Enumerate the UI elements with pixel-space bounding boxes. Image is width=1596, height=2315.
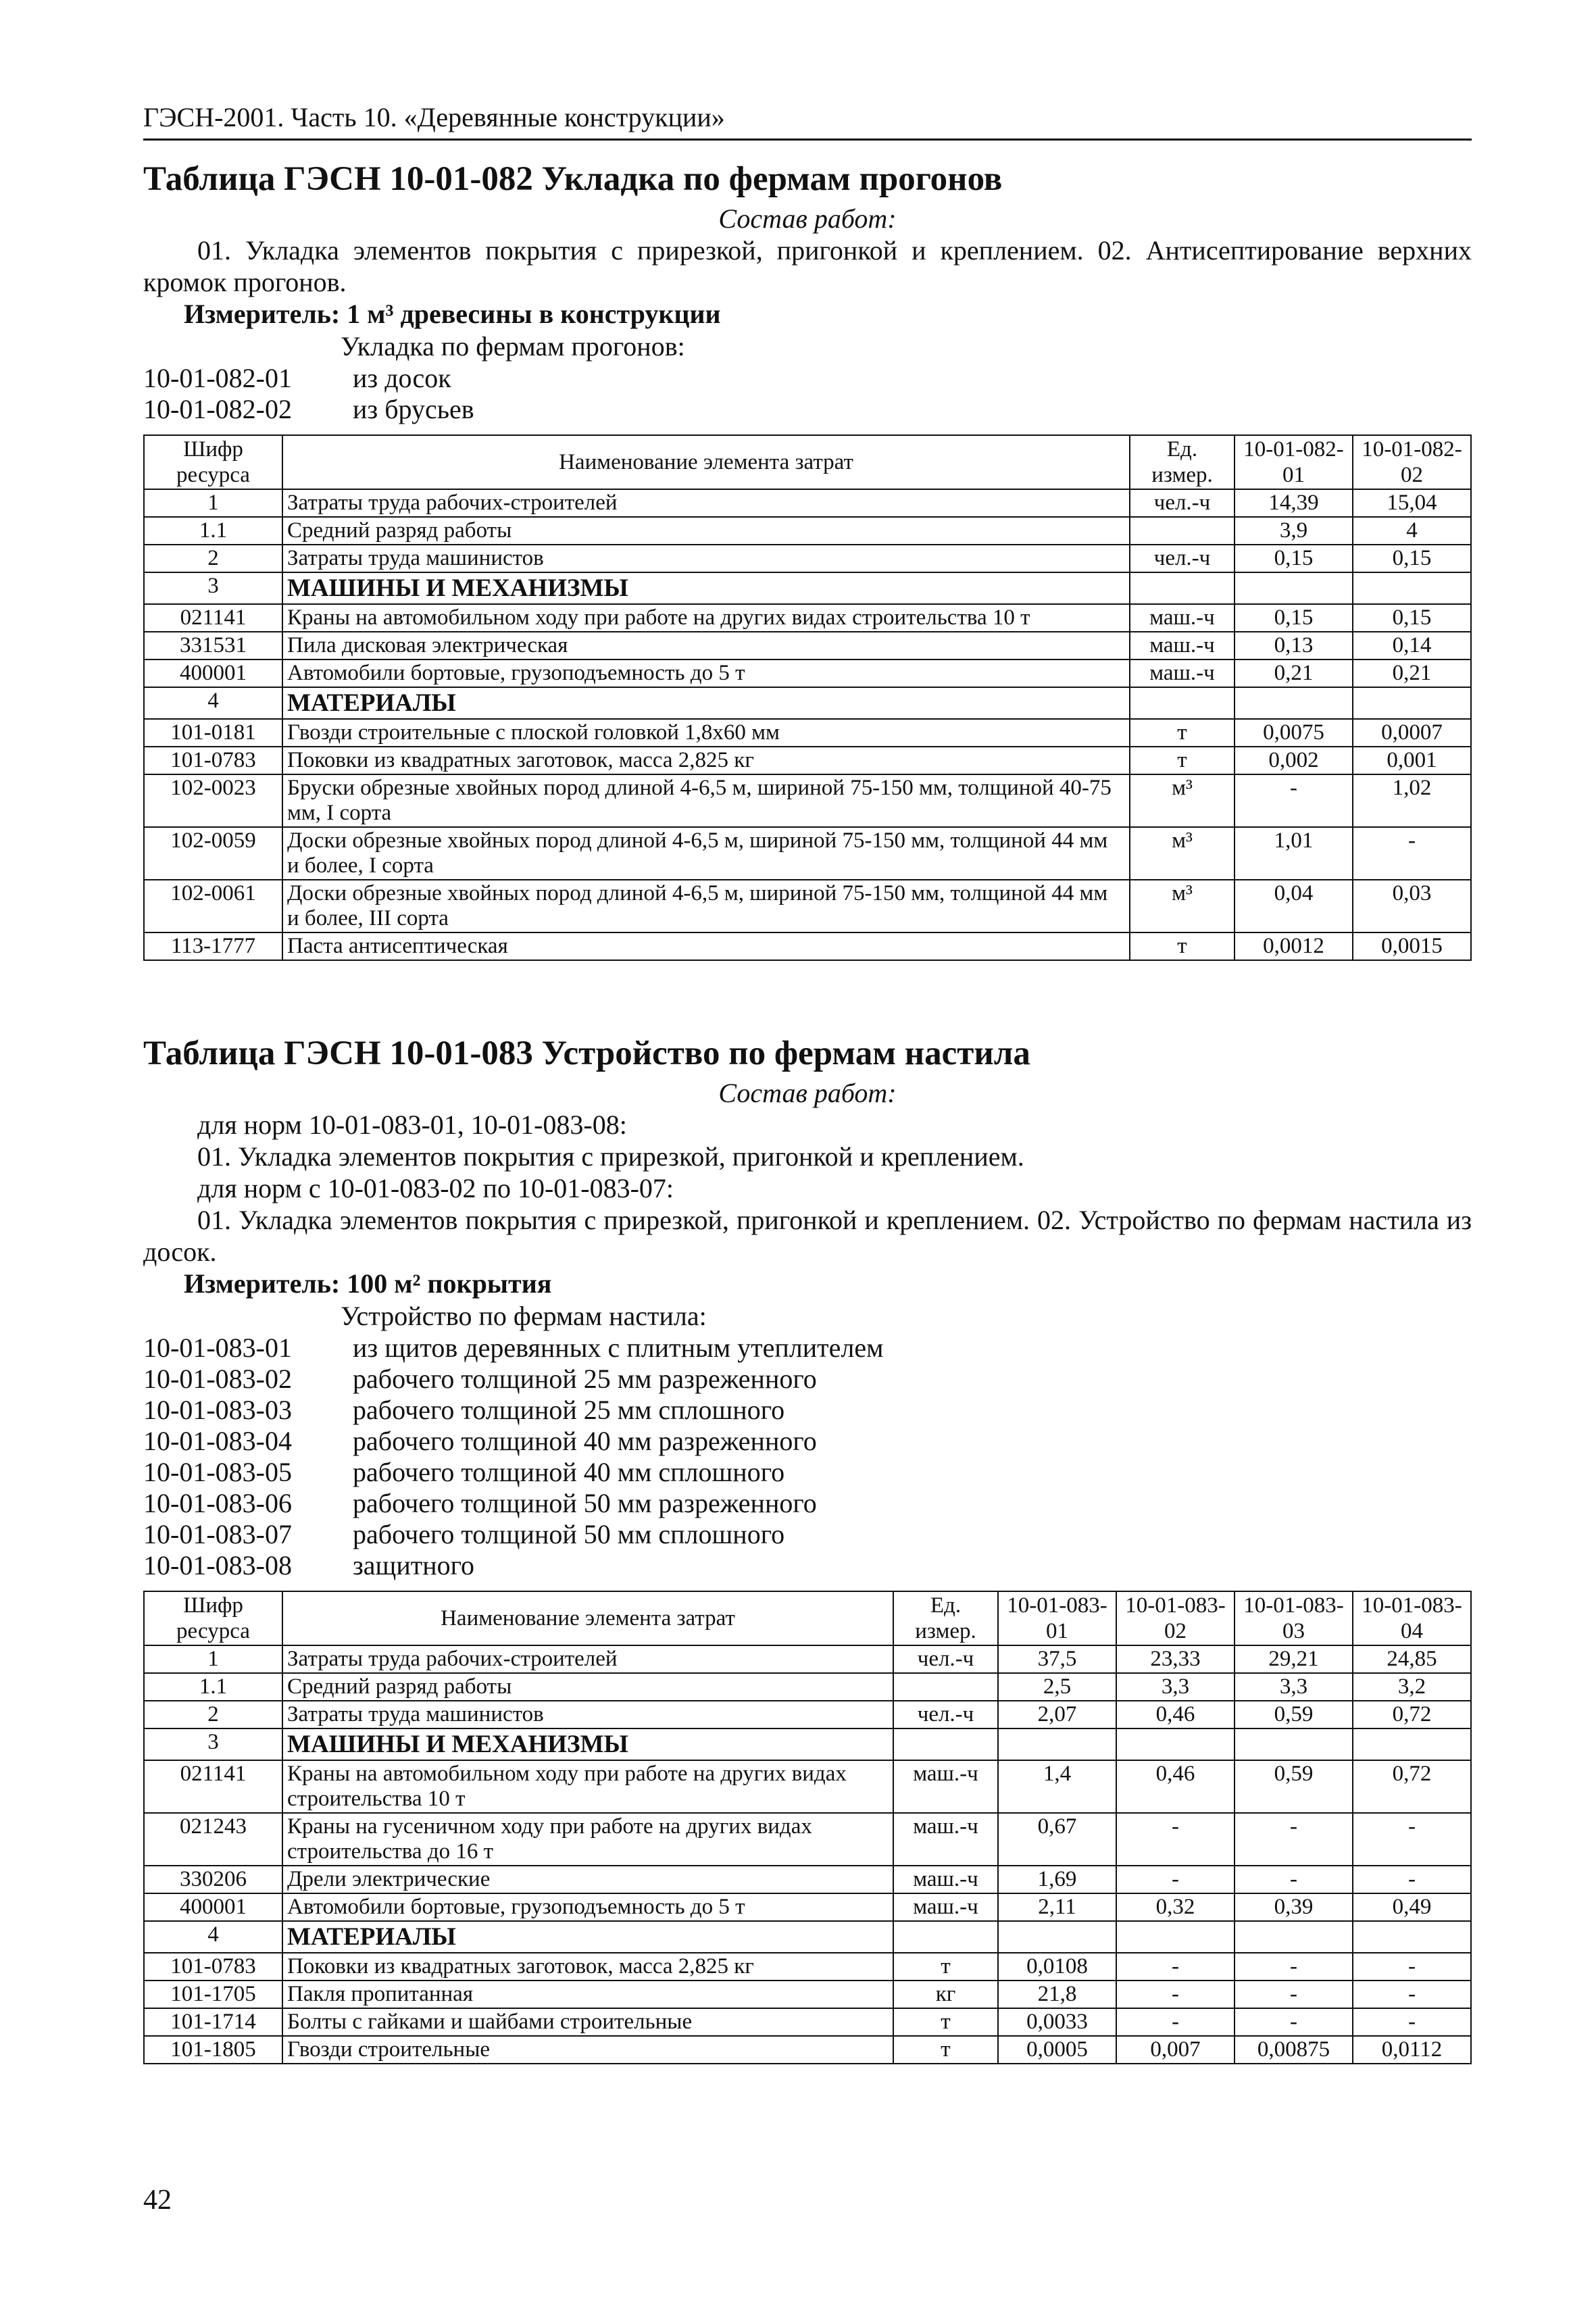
table-row — [144, 687, 1471, 719]
cell-v1: 0,15 — [1235, 604, 1353, 632]
table-row — [144, 1701, 1471, 1728]
cell-code: 101-0783 — [144, 1953, 282, 1981]
cell-v4: 0,72 — [1353, 1701, 1471, 1728]
variant-row — [143, 394, 1472, 425]
cell-v2: 4 — [1353, 517, 1471, 545]
col-value3-header: 10-01-083-03 — [1235, 1591, 1353, 1645]
cell-name: Паста антисептическая — [282, 932, 1130, 960]
page-number: 42 — [143, 2185, 172, 2216]
cell-unit: т — [1130, 747, 1235, 774]
cell-v2: - — [1353, 827, 1471, 880]
cell-v1: 2,11 — [998, 1893, 1116, 1921]
document-page — [143, 101, 1472, 2064]
table-row — [144, 2008, 1471, 2036]
cell-v1: 1,69 — [998, 1866, 1116, 1893]
cell-v3: - — [1235, 1813, 1353, 1866]
table-row — [144, 572, 1471, 604]
table1-measure: Измеритель: 1 м³ древесины в конструкции — [184, 299, 721, 329]
table2-subhead: Устройство по фермам настила: — [341, 1301, 707, 1331]
cell-v1: 0,0012 — [1235, 932, 1353, 960]
table1-header-row — [144, 435, 1471, 489]
cell-v4: 0,0112 — [1353, 2036, 1471, 2064]
table-row — [144, 2036, 1471, 2064]
cell-code: 113-1777 — [144, 932, 282, 960]
cell-v4: 24,85 — [1353, 1645, 1471, 1673]
table2-title: Таблица ГЭСН 10-01-083 Устройство по фермам настила — [143, 1035, 1030, 1072]
variant-name: рабочего толщиной 50 мм разреженного — [353, 1488, 817, 1518]
cell-v1: 0,0033 — [998, 2008, 1116, 2036]
cell-name: Гвозди строительные с плоской головкой 1,8x60 мм — [282, 719, 1130, 747]
cell-v1 — [1235, 572, 1353, 604]
cell-v2: 0,21 — [1353, 659, 1471, 687]
cell-code: 021141 — [144, 604, 282, 632]
col-code-header: Шифр ресурса — [144, 1591, 282, 1645]
col-name-header: Наименование элемента затрат — [282, 1591, 893, 1645]
table-row — [144, 1921, 1471, 1953]
cell-unit: маш.-ч — [893, 1760, 998, 1813]
cell-v3: 0,00875 — [1235, 2036, 1353, 2064]
cell-unit: чел.-ч — [893, 1645, 998, 1673]
cell-unit: т — [893, 2036, 998, 2064]
variant-code: 10-01-083-03 — [143, 1395, 292, 1425]
table-row — [144, 517, 1471, 545]
cell-v1: 14,39 — [1235, 489, 1353, 517]
cell-v2: 0,007 — [1116, 2036, 1235, 2064]
cell-unit: м³ — [1130, 880, 1235, 932]
cell-unit — [1130, 517, 1235, 545]
cell-code: 331531 — [144, 632, 282, 659]
cell-v1: 1,4 — [998, 1760, 1116, 1813]
cell-unit: м³ — [1130, 774, 1235, 827]
cell-code: 1.1 — [144, 1673, 282, 1701]
table-row — [144, 827, 1471, 880]
cell-v4: 3,2 — [1353, 1673, 1471, 1701]
cell-unit — [893, 1673, 998, 1701]
cell-unit — [1130, 687, 1235, 719]
table-row — [144, 659, 1471, 687]
cell-v2: 0,0015 — [1353, 932, 1471, 960]
cell-unit: чел.-ч — [1130, 545, 1235, 572]
variant-code: 10-01-082-02 — [143, 394, 292, 424]
cell-name: Гвозди строительные — [282, 2036, 893, 2064]
variant-code: 10-01-083-04 — [143, 1426, 292, 1456]
table1-variants — [143, 363, 1472, 425]
cell-code: 2 — [144, 545, 282, 572]
cell-code: 101-1705 — [144, 1981, 282, 2008]
table2-variants — [143, 1333, 1472, 1581]
table-row — [144, 545, 1471, 572]
cell-v3: - — [1235, 2008, 1353, 2036]
variant-name: рабочего толщиной 25 мм разреженного — [353, 1364, 817, 1394]
cell-code: 101-0181 — [144, 719, 282, 747]
cell-code: 101-1714 — [144, 2008, 282, 2036]
cell-v1 — [998, 1728, 1116, 1760]
variant-name: из щитов деревянных с плитным утеплителем — [353, 1333, 884, 1363]
cell-v2: 0,32 — [1116, 1893, 1235, 1921]
cell-v2: - — [1116, 1981, 1235, 2008]
cell-code: 102-0061 — [144, 880, 282, 932]
cell-v2: 0,03 — [1353, 880, 1471, 932]
cell-name: Болты с гайками и шайбами строительные — [282, 2008, 893, 2036]
cell-v4: 0,49 — [1353, 1893, 1471, 1921]
variant-row — [143, 1550, 1472, 1581]
cell-v1: 0,67 — [998, 1813, 1116, 1866]
variant-code: 10-01-082-01 — [143, 363, 292, 393]
cell-v2: 0,15 — [1353, 545, 1471, 572]
cell-code: 102-0023 — [144, 774, 282, 827]
table2-header-row — [144, 1591, 1471, 1645]
col-name-header: Наименование элемента затрат — [282, 435, 1130, 489]
variant-row — [143, 1488, 1472, 1519]
cell-unit: т — [893, 2008, 998, 2036]
cell-unit: кг — [893, 1981, 998, 2008]
cell-v1: 0,0005 — [998, 2036, 1116, 2064]
cell-v1 — [1235, 687, 1353, 719]
cell-v2: 1,02 — [1353, 774, 1471, 827]
cell-code: 101-1805 — [144, 2036, 282, 2064]
cell-code: 3 — [144, 1728, 282, 1760]
cell-unit: маш.-ч — [1130, 604, 1235, 632]
table-row — [144, 1866, 1471, 1893]
variant-name: из брусьев — [353, 394, 474, 424]
table-row — [144, 1645, 1471, 1673]
table-row — [144, 1893, 1471, 1921]
cell-v1: 0,0108 — [998, 1953, 1116, 1981]
table1-work-label: Состав работ: — [718, 203, 897, 234]
variant-name: рабочего толщиной 25 мм сплошного — [353, 1395, 785, 1425]
col-code-header: Шифр ресурса — [144, 435, 282, 489]
table2-work-label: Состав работ: — [718, 1078, 897, 1108]
cell-v1: 0,21 — [1235, 659, 1353, 687]
cell-name: Поковки из квадратных заготовок, масса 2,825 кг — [282, 747, 1130, 774]
cell-name: Доски обрезные хвойных пород длиной 4-6,5 м, шириной 75-150 мм, толщиной 44 мм и более, I сорта — [282, 827, 1130, 880]
variant-name: рабочего толщиной 50 мм сплошного — [353, 1519, 785, 1549]
variant-row — [143, 1395, 1472, 1426]
cell-v2 — [1116, 1921, 1235, 1953]
cell-unit: чел.-ч — [1130, 489, 1235, 517]
cell-code: 4 — [144, 1921, 282, 1953]
table-row — [144, 489, 1471, 517]
cell-name: Бруски обрезные хвойных пород длиной 4-6,5 м, шириной 75-150 мм, толщиной 40-75 мм, I сорта — [282, 774, 1130, 827]
cell-code: 3 — [144, 572, 282, 604]
cell-unit: маш.-ч — [1130, 659, 1235, 687]
table-row — [144, 719, 1471, 747]
cell-name: Краны на автомобильном ходу при работе на других видах строительства 10 т — [282, 604, 1130, 632]
table1-work-text: 01. Укладка элементов покрытия с прирезкой, пригонкой и креплением. 02. Антисептирование верхних кромок прогонов. — [143, 235, 1472, 297]
col-value2-header: 10-01-082-02 — [1353, 435, 1471, 489]
cell-v4: - — [1353, 2008, 1471, 2036]
cell-name: Поковки из квадратных заготовок, масса 2,825 кг — [282, 1953, 893, 1981]
table-row — [144, 1981, 1471, 2008]
cell-unit — [893, 1921, 998, 1953]
cell-unit: т — [893, 1953, 998, 1981]
cell-code: 4 — [144, 687, 282, 719]
cell-code: 102-0059 — [144, 827, 282, 880]
variant-name: защитного — [353, 1550, 475, 1580]
cell-unit: т — [1130, 719, 1235, 747]
cell-v3: - — [1235, 1953, 1353, 1981]
cell-v3 — [1235, 1921, 1353, 1953]
cell-v2: - — [1116, 1953, 1235, 1981]
cell-v3: 0,39 — [1235, 1893, 1353, 1921]
cell-v1: 0,13 — [1235, 632, 1353, 659]
col-unit-header: Ед. измер. — [893, 1591, 998, 1645]
cell-v1 — [998, 1921, 1116, 1953]
cell-name: Автомобили бортовые, грузоподъемность до 5 т — [282, 1893, 893, 1921]
cell-name: Затраты труда рабочих-строителей — [282, 1645, 893, 1673]
cell-v2 — [1353, 572, 1471, 604]
cell-v2 — [1353, 687, 1471, 719]
cell-v2: 0,001 — [1353, 747, 1471, 774]
col-value1-header: 10-01-082-01 — [1235, 435, 1353, 489]
variant-code: 10-01-083-08 — [143, 1550, 292, 1580]
table-row — [144, 1760, 1471, 1813]
cell-v1: 21,8 — [998, 1981, 1116, 2008]
cell-name: Затраты труда машинистов — [282, 545, 1130, 572]
cell-unit: чел.-ч — [893, 1701, 998, 1728]
cell-unit: м³ — [1130, 827, 1235, 880]
cell-unit: маш.-ч — [893, 1893, 998, 1921]
cell-name: Затраты труда машинистов — [282, 1701, 893, 1728]
col-value2-header: 10-01-083-02 — [1116, 1591, 1235, 1645]
cell-code: 1.1 — [144, 517, 282, 545]
cell-code: 400001 — [144, 1893, 282, 1921]
cell-v1: 0,002 — [1235, 747, 1353, 774]
table2-work-line: 01. Укладка элементов покрытия с прирезкой, пригонкой и креплением. — [197, 1141, 1024, 1172]
cell-name: Пакля пропитанная — [282, 1981, 893, 2008]
cell-code: 101-0783 — [144, 747, 282, 774]
cell-code: 021141 — [144, 1760, 282, 1813]
table-row — [144, 604, 1471, 632]
cell-v2 — [1116, 1728, 1235, 1760]
cell-v3: 29,21 — [1235, 1645, 1353, 1673]
cell-unit: маш.-ч — [893, 1866, 998, 1893]
variant-row — [143, 363, 1472, 394]
cell-name: Краны на гусеничном ходу при работе на других видах строительства до 16 т — [282, 1813, 893, 1866]
cell-v2: 3,3 — [1116, 1673, 1235, 1701]
cell-v1: 2,07 — [998, 1701, 1116, 1728]
cell-name: Средний разряд работы — [282, 517, 1130, 545]
cell-v4: - — [1353, 1813, 1471, 1866]
cell-name: Краны на автомобильном ходу при работе на других видах строительства 10 т — [282, 1760, 893, 1813]
cell-v4 — [1353, 1921, 1471, 1953]
variant-row — [143, 1519, 1472, 1550]
cell-unit: маш.-ч — [1130, 632, 1235, 659]
cell-v4 — [1353, 1728, 1471, 1760]
table2-measure: Измеритель: 100 м² покрытия — [184, 1268, 552, 1299]
cell-v2: - — [1116, 1866, 1235, 1893]
cell-v3 — [1235, 1728, 1353, 1760]
cell-v4: - — [1353, 1953, 1471, 1981]
cell-v1: 37,5 — [998, 1645, 1116, 1673]
running-header: ГЭСН-2001. Часть 10. «Деревянные конструкции» — [143, 101, 1472, 141]
variant-row — [143, 1457, 1472, 1488]
table2-work-text: 01. Укладка элементов покрытия с прирезкой, пригонкой и креплением. 02. Устройство по фермам настила из досок. — [143, 1205, 1472, 1267]
table-row — [144, 880, 1471, 932]
table-row — [144, 1673, 1471, 1701]
cell-name: Автомобили бортовые, грузоподъемность до 5 т — [282, 659, 1130, 687]
table1-subhead: Укладка по фермам прогонов: — [341, 331, 685, 362]
table-row — [144, 932, 1471, 960]
variant-name: рабочего толщиной 40 мм разреженного — [353, 1426, 817, 1456]
col-value1-header: 10-01-083-01 — [998, 1591, 1116, 1645]
cell-v1: 2,5 — [998, 1673, 1116, 1701]
cell-v2: - — [1116, 1813, 1235, 1866]
variant-code: 10-01-083-07 — [143, 1519, 292, 1549]
cell-v2: 0,46 — [1116, 1701, 1235, 1728]
cell-unit — [1130, 572, 1235, 604]
cell-v3: 0,59 — [1235, 1760, 1353, 1813]
cell-code: 1 — [144, 1645, 282, 1673]
cell-name: Доски обрезные хвойных пород длиной 4-6,5 м, шириной 75-150 мм, толщиной 44 мм и более, III сорта — [282, 880, 1130, 932]
cell-code: 400001 — [144, 659, 282, 687]
cell-v1: 1,01 — [1235, 827, 1353, 880]
variant-code: 10-01-083-06 — [143, 1488, 292, 1518]
cell-v3: - — [1235, 1866, 1353, 1893]
cell-v2: 0,0007 — [1353, 719, 1471, 747]
cell-v4: - — [1353, 1981, 1471, 2008]
table1-title: Таблица ГЭСН 10-01-082 Укладка по фермам прогонов — [143, 160, 1003, 198]
cell-name: МАТЕРИАЛЫ — [282, 1921, 893, 1953]
variant-row — [143, 1333, 1472, 1364]
cell-unit — [893, 1728, 998, 1760]
table-row — [144, 774, 1471, 827]
cell-name: Затраты труда рабочих-строителей — [282, 489, 1130, 517]
cell-code: 021243 — [144, 1813, 282, 1866]
table-row — [144, 1953, 1471, 1981]
cell-unit: т — [1130, 932, 1235, 960]
cell-code: 330206 — [144, 1866, 282, 1893]
variant-code: 10-01-083-02 — [143, 1364, 292, 1394]
cell-v4: - — [1353, 1866, 1471, 1893]
variant-code: 10-01-083-01 — [143, 1333, 292, 1363]
variant-code: 10-01-083-05 — [143, 1457, 292, 1487]
cell-v3: 0,59 — [1235, 1701, 1353, 1728]
cell-v3: - — [1235, 1981, 1353, 2008]
cell-v1: 3,9 — [1235, 517, 1353, 545]
variant-name: из досок — [353, 363, 451, 393]
variant-row — [143, 1426, 1472, 1457]
table-row — [144, 1728, 1471, 1760]
cell-unit: маш.-ч — [893, 1813, 998, 1866]
cell-v1: 0,15 — [1235, 545, 1353, 572]
cell-code: 1 — [144, 489, 282, 517]
cell-v2: 23,33 — [1116, 1645, 1235, 1673]
table2 — [143, 1591, 1472, 2064]
cell-name: Дрели электрические — [282, 1866, 893, 1893]
cell-v3: 3,3 — [1235, 1673, 1353, 1701]
cell-v1: - — [1235, 774, 1353, 827]
cell-name: Средний разряд работы — [282, 1673, 893, 1701]
table-row — [144, 632, 1471, 659]
table-row — [144, 1813, 1471, 1866]
cell-v2: 0,46 — [1116, 1760, 1235, 1813]
col-unit-header: Ед. измер. — [1130, 435, 1235, 489]
cell-v2: - — [1116, 2008, 1235, 2036]
table1 — [143, 434, 1472, 961]
cell-v2: 0,15 — [1353, 604, 1471, 632]
cell-v4: 0,72 — [1353, 1760, 1471, 1813]
table2-work-line: для норм с 10-01-083-02 по 10-01-083-07: — [197, 1173, 674, 1203]
cell-v1: 0,04 — [1235, 880, 1353, 932]
cell-v2: 15,04 — [1353, 489, 1471, 517]
variant-row — [143, 1364, 1472, 1395]
cell-name: Пила дисковая электрическая — [282, 632, 1130, 659]
cell-v2: 0,14 — [1353, 632, 1471, 659]
table2-work-line: для норм 10-01-083-01, 10-01-083-08: — [197, 1110, 627, 1140]
cell-name: МАШИНЫ И МЕХАНИЗМЫ — [282, 572, 1130, 604]
table-row — [144, 747, 1471, 774]
col-value4-header: 10-01-083-04 — [1353, 1591, 1471, 1645]
variant-name: рабочего толщиной 40 мм сплошного — [353, 1457, 785, 1487]
cell-v1: 0,0075 — [1235, 719, 1353, 747]
cell-name: МАШИНЫ И МЕХАНИЗМЫ — [282, 1728, 893, 1760]
cell-code: 2 — [144, 1701, 282, 1728]
cell-name: МАТЕРИАЛЫ — [282, 687, 1130, 719]
